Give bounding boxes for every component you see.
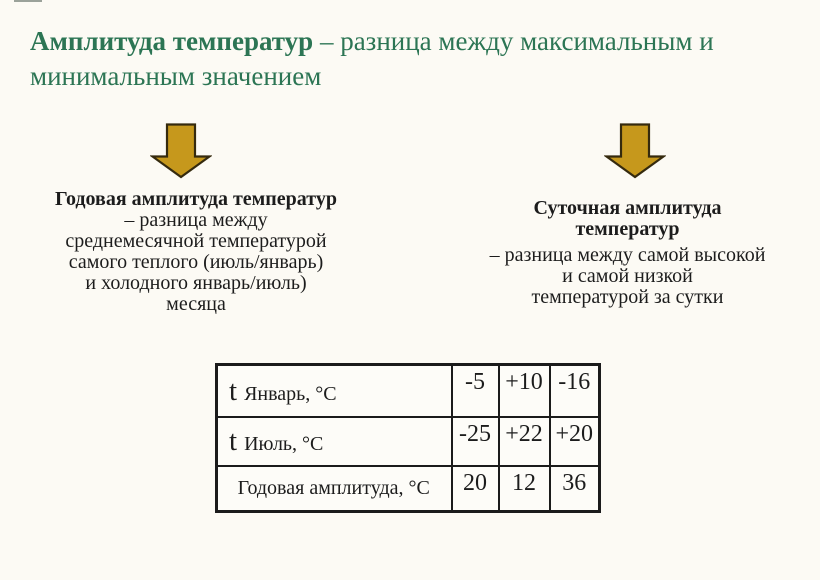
daily-amplitude-block bbox=[445, 198, 810, 308]
down-arrow-icon bbox=[150, 123, 212, 179]
table-value: -16 bbox=[550, 365, 600, 418]
table-value: -25 bbox=[452, 417, 499, 466]
temperature-symbol: t bbox=[229, 374, 238, 407]
scan-artifact-dash bbox=[14, 0, 42, 2]
table-row-january bbox=[217, 365, 600, 418]
slide-title bbox=[30, 24, 785, 94]
row-label-cell bbox=[217, 466, 452, 512]
title-definition-line1: – разница между максимальным и bbox=[313, 26, 714, 56]
definition-line: и самой низкой bbox=[562, 265, 693, 287]
definition-line: температурой за сутки bbox=[531, 286, 724, 308]
table-row-july bbox=[217, 417, 600, 466]
table-value: +10 bbox=[499, 365, 550, 418]
temperature-table bbox=[215, 363, 601, 513]
row-label-cell bbox=[217, 365, 452, 418]
table-value: 36 bbox=[550, 466, 600, 512]
row-label: Январь, °С bbox=[244, 382, 337, 405]
definition-line: среднемесячной температурой bbox=[65, 230, 327, 252]
table-value: 12 bbox=[499, 466, 550, 512]
daily-amplitude-heading: температур bbox=[575, 218, 680, 240]
table-value: +20 bbox=[550, 417, 600, 466]
table-value: +22 bbox=[499, 417, 550, 466]
annual-amplitude-heading: Годовая амплитуда температур bbox=[55, 188, 337, 210]
temperature-symbol: t bbox=[229, 425, 238, 457]
definition-line: – разница между самой высокой bbox=[489, 244, 766, 266]
row-label: Июль, °С bbox=[244, 433, 324, 455]
title-definition-line2: минимальным значением bbox=[30, 61, 322, 91]
annual-amplitude-block bbox=[15, 189, 377, 315]
definition-line: самого теплого (июль/январь) bbox=[68, 251, 324, 273]
title-term: Амплитуда температур bbox=[30, 26, 314, 56]
definition-line: и холодного январь/июль) bbox=[85, 272, 307, 294]
definition-line: – разница между bbox=[124, 209, 268, 231]
table-row-annual-amplitude bbox=[217, 466, 600, 512]
daily-amplitude-heading: Суточная амплитуда bbox=[533, 197, 722, 219]
table-value: 20 bbox=[452, 466, 499, 512]
table-value: -5 bbox=[452, 365, 499, 418]
down-arrow-icon bbox=[604, 123, 666, 179]
row-label-cell bbox=[217, 417, 452, 466]
definition-line: месяца bbox=[166, 293, 226, 315]
row-label: Годовая амплитуда, °С bbox=[237, 477, 430, 499]
